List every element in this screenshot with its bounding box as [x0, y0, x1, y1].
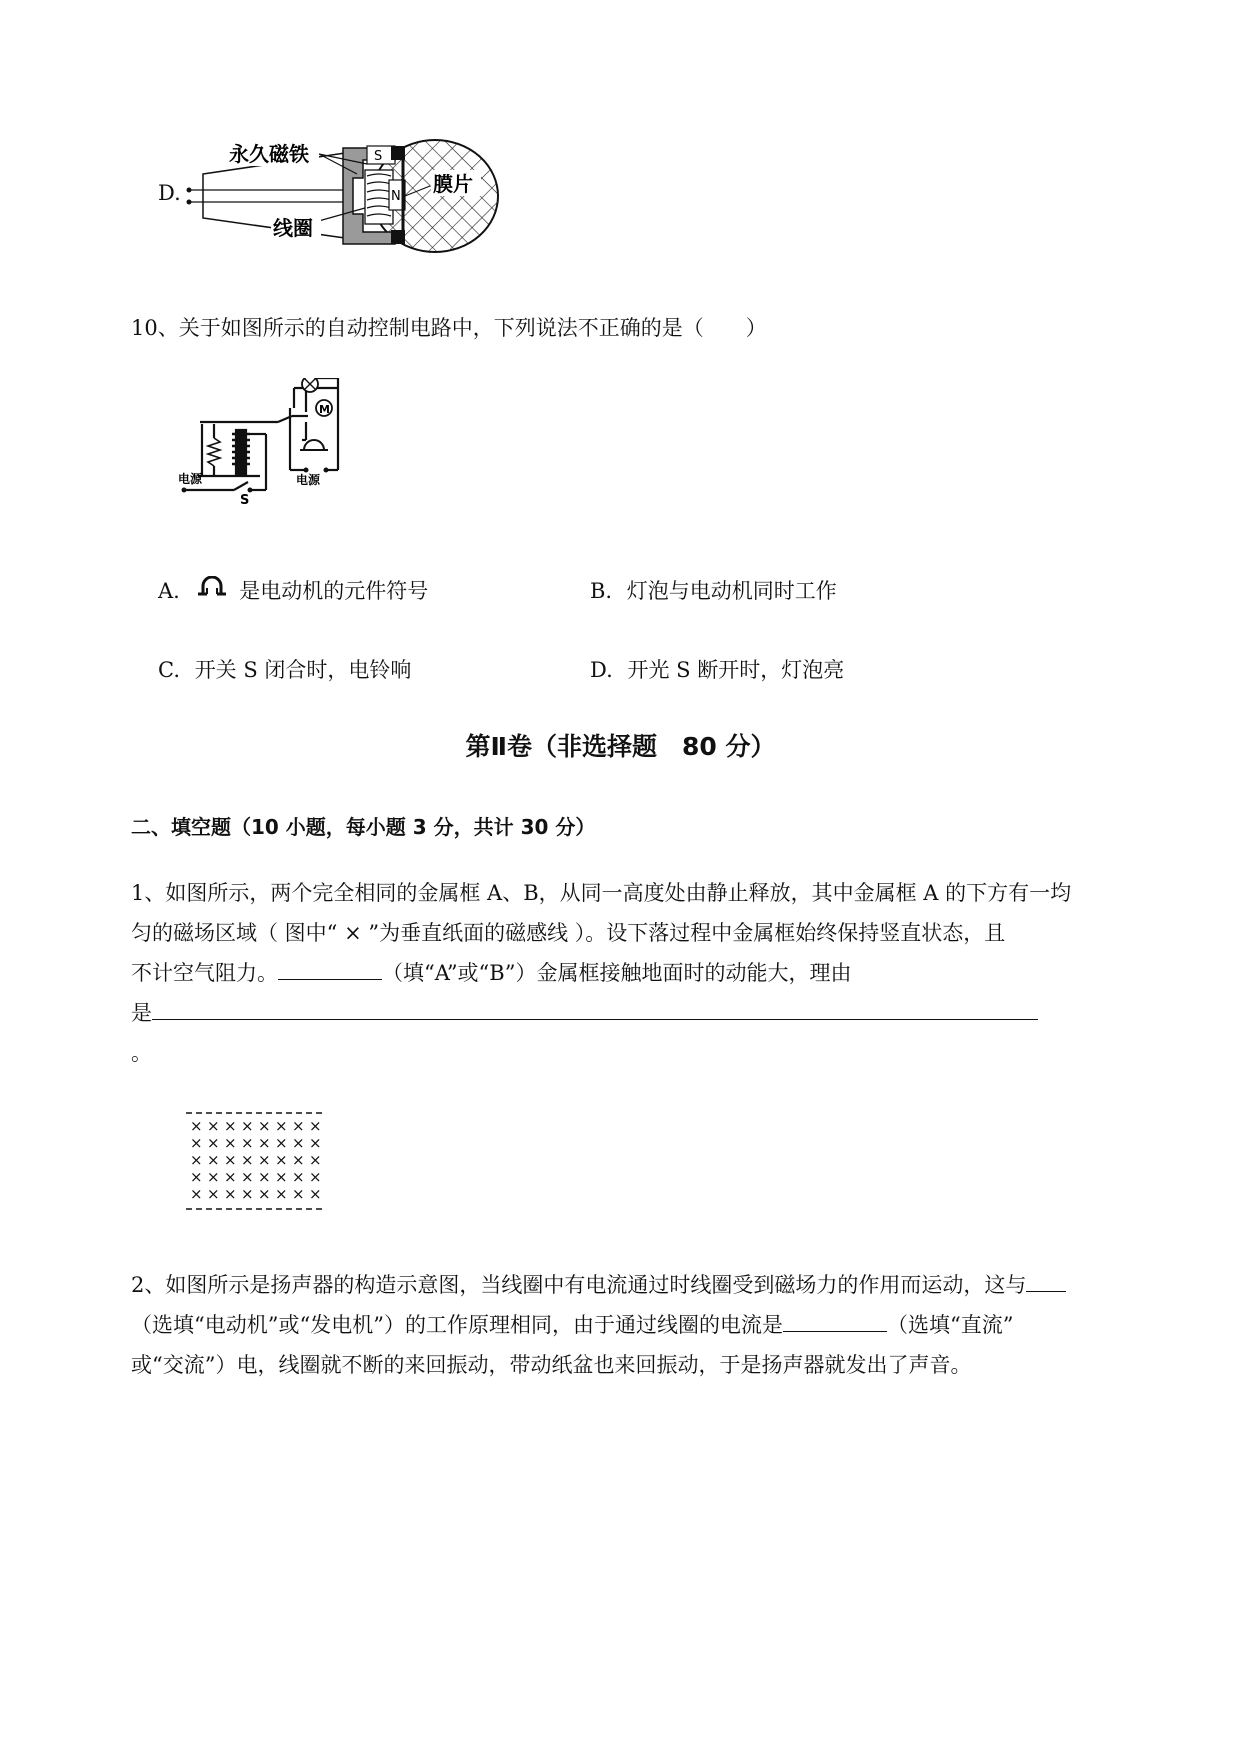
field-cross: × — [190, 1168, 203, 1186]
fill2-line2a: （选填“电动机”或“发电机”）的工作原理相同，由于通过线圈的电流是 — [131, 1313, 783, 1337]
field-cross: × — [190, 1151, 203, 1169]
q10-stem: 10、关于如图所示的自动控制电路中，下列说法不正确的是（ ） — [131, 316, 767, 340]
svg-text:M: M — [319, 403, 330, 416]
coil-label: 线圈 — [273, 216, 313, 240]
fill1-line4 — [131, 993, 1038, 1033]
field-cross: × — [241, 1151, 254, 1169]
field-cross: × — [241, 1185, 254, 1203]
fill1-line5: 。 — [131, 1041, 152, 1065]
field-cross: × — [241, 1117, 254, 1135]
field-cross: × — [207, 1134, 220, 1152]
field-cross: × — [207, 1168, 220, 1186]
fill2-line2 — [131, 1305, 1013, 1345]
magnetic-field-diagram — [176, 1103, 336, 1213]
field-cross: × — [224, 1134, 237, 1152]
fill1-line4-text: 是 — [131, 1001, 152, 1025]
q10-option-a — [158, 571, 428, 611]
field-cross: × — [224, 1151, 237, 1169]
switch-label: S — [240, 493, 250, 508]
q10-option-c — [158, 650, 411, 690]
fill2-answer-blank-1[interactable] — [1026, 1265, 1066, 1292]
pole-s-text: S — [374, 149, 383, 164]
option-c-label: C. — [158, 658, 180, 682]
diaphragm-label: 膜片 — [433, 172, 473, 196]
field-cross: × — [275, 1168, 288, 1186]
power-label-left: 电源 — [178, 472, 203, 486]
field-cross: × — [309, 1151, 322, 1169]
option-d-label: D. — [590, 658, 613, 682]
option-a-text: 是电动机的元件符号 — [239, 579, 429, 603]
field-cross: × — [309, 1185, 322, 1203]
field-cross: × — [292, 1134, 305, 1152]
option-d-text: 开光 S 断开时，灯泡亮 — [627, 658, 845, 682]
fill2-line1-text: 2、如图所示是扬声器的构造示意图，当线圈中有电流通过时线圈受到磁场力的作用而运动，这与 — [131, 1273, 1027, 1297]
field-cross: × — [190, 1185, 203, 1203]
fill2-line2b: （选填“直流” — [886, 1313, 1014, 1337]
fill1-line1: 1、如图所示，两个完全相同的金属框 A、B，从同一高度处由静止释放，其中金属框 A 的下方有一均 — [131, 881, 1072, 905]
q10-option-b — [590, 571, 837, 611]
field-cross: × — [190, 1117, 203, 1135]
field-cross: × — [207, 1151, 220, 1169]
field-cross: × — [224, 1168, 237, 1186]
bell-symbol-icon — [197, 576, 227, 602]
field-cross: × — [309, 1134, 322, 1152]
field-cross: × — [309, 1117, 322, 1135]
option-b-text: 灯泡与电动机同时工作 — [626, 579, 837, 603]
relay-circuit-diagram — [178, 378, 388, 523]
fill2-answer-blank-2[interactable] — [783, 1305, 887, 1332]
field-cross: × — [292, 1185, 305, 1203]
fill2-line1 — [131, 1265, 1066, 1305]
fill1-line3a: 不计空气阻力。 — [131, 961, 278, 985]
option-a-label: A. — [158, 579, 180, 603]
fill1-answer-blank-2[interactable] — [152, 993, 1038, 1020]
field-cross: × — [258, 1134, 271, 1152]
field-cross-marks — [190, 1117, 322, 1203]
field-cross: × — [292, 1168, 305, 1186]
option-b-label: B. — [590, 579, 613, 603]
bell-symbol — [304, 440, 324, 450]
microphone-diagram — [185, 138, 515, 258]
field-cross: × — [309, 1168, 322, 1186]
fill1-line3b: （填“A”或“B”）金属框接触地面时的动能大，理由 — [382, 961, 852, 985]
switch-s — [234, 482, 248, 490]
q9-option-d-label: D. — [158, 181, 181, 205]
power-label-right: 电源 — [296, 473, 321, 487]
field-cross: × — [258, 1117, 271, 1135]
field-cross: × — [207, 1185, 220, 1203]
field-cross: × — [258, 1185, 271, 1203]
fill1-line2: 匀的磁场区域（ 图中“ × ”为垂直纸面的磁感线 ）。设下落过程中金属框始终保持竖直状态，且 — [131, 921, 1006, 945]
field-cross: × — [258, 1151, 271, 1169]
field-cross: × — [241, 1168, 254, 1186]
field-cross: × — [275, 1151, 288, 1169]
field-cross: × — [275, 1134, 288, 1152]
part2-title: 第Ⅱ卷（非选择题 80 分） — [465, 732, 776, 761]
field-cross: × — [258, 1168, 271, 1186]
spring — [208, 438, 220, 466]
q10-option-d — [590, 650, 844, 690]
field-cross: × — [292, 1117, 305, 1135]
field-cross: × — [207, 1117, 220, 1135]
option-c-text: 开关 S 闭合时，电铃响 — [194, 658, 412, 682]
section2-heading: 二、填空题（10 小题，每小题 3 分，共计 30 分） — [131, 815, 596, 839]
field-cross: × — [190, 1134, 203, 1152]
fill1-answer-blank-1[interactable] — [278, 953, 382, 980]
field-cross: × — [292, 1151, 305, 1169]
field-cross: × — [224, 1185, 237, 1203]
fill2-line3: 或“交流”）电，线圈就不断的来回振动，带动纸盆也来回振动，于是扬声器就发出了声音。 — [131, 1353, 972, 1377]
pole-n-text: N — [391, 189, 401, 204]
field-cross: × — [275, 1117, 288, 1135]
field-cross: × — [224, 1117, 237, 1135]
magnet-label: 永久磁铁 — [229, 142, 309, 166]
fill1-line3 — [131, 953, 851, 993]
field-cross: × — [241, 1134, 254, 1152]
field-cross: × — [275, 1185, 288, 1203]
